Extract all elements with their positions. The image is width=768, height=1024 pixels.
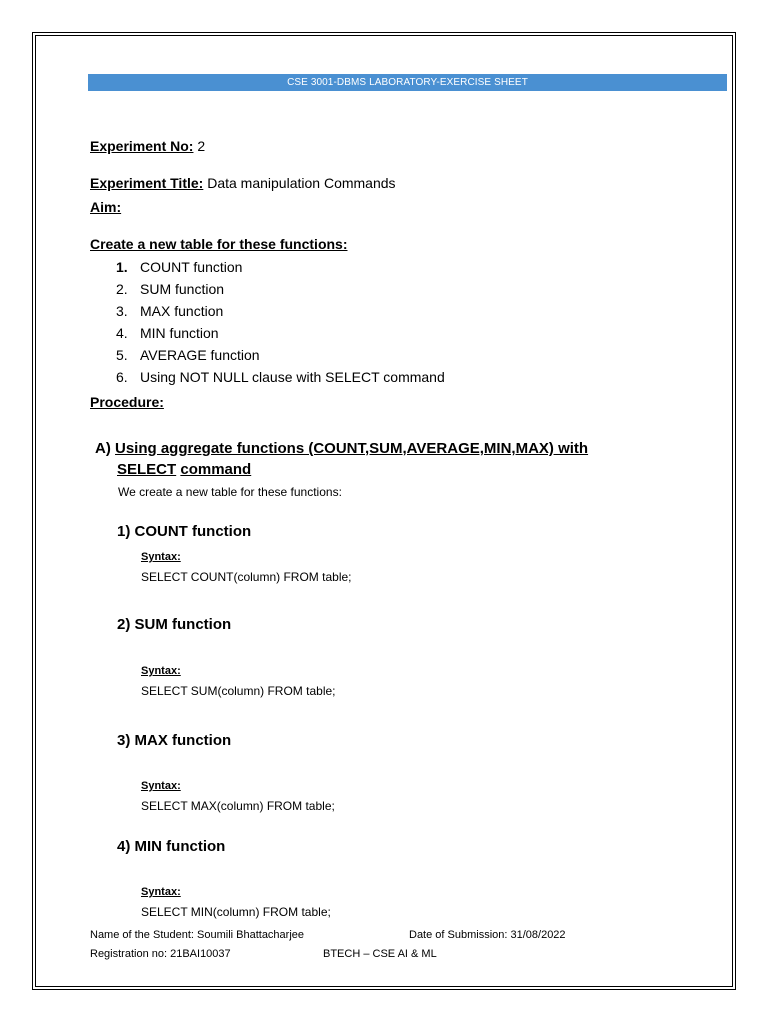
list-item-text: COUNT function [140,259,243,275]
section-a-heading [95,438,588,480]
experiment-title-value: Data manipulation Commands [203,175,396,191]
header-band [88,74,727,91]
syntax-code: SELECT COUNT(column) FROM table; [141,570,352,584]
list-item-text: AVERAGE function [140,347,260,363]
section-a-line1: Using aggregate functions (COUNT,SUM,AVERAGE,MIN,MAX) with [115,440,589,457]
function-title: 4) MIN function [117,838,226,855]
syntax-code: SELECT SUM(column) FROM table; [141,684,336,698]
list-item [116,259,242,275]
header-band-text: CSE 3001-DBMS LABORATORY-EXERCISE SHEET [287,77,528,88]
section-a-select: SELECT [117,461,177,478]
experiment-number [90,138,205,154]
intro-text: We create a new table for these functions: [118,485,342,499]
list-item [116,347,260,363]
section-a-prefix: A) [95,440,115,457]
experiment-number-value: 2 [193,138,206,154]
list-item-number: 1. [116,259,128,275]
list-item-text: Using NOT NULL clause with SELECT command [140,369,445,385]
list-item [116,325,219,341]
submission-date: Date of Submission: 31/08/2022 [409,929,566,941]
list-item-text: MIN function [140,325,219,341]
function-title: 1) COUNT function [117,523,252,540]
syntax-label: Syntax: [141,551,181,563]
experiment-title [90,175,396,191]
list-item [116,303,223,319]
section-a-command: command [180,461,252,478]
list-item [116,281,224,297]
syntax-code: SELECT MIN(column) FROM table; [141,905,331,919]
list-item-number: 2. [116,281,128,297]
list-item-text: MAX function [140,303,224,319]
syntax-label: Syntax: [141,780,181,792]
aim-label: Aim: [90,199,122,215]
list-item-number: 5. [116,347,128,363]
function-title: 3) MAX function [117,732,232,749]
syntax-label: Syntax: [141,665,181,677]
function-title: 2) SUM function [117,616,232,633]
experiment-number-label: Experiment No: [90,138,194,154]
functions-heading: Create a new table for these functions: [90,236,348,252]
list-item [116,369,445,385]
list-item-number: 4. [116,325,128,341]
registration-number: Registration no: 21BAI10037 [90,948,231,960]
list-item-text: SUM function [140,281,225,297]
syntax-label: Syntax: [141,886,181,898]
program-name: BTECH – CSE AI & ML [323,948,437,960]
student-name: Name of the Student: Soumili Bhattacharjee [90,929,305,941]
list-item-number: 6. [116,369,128,385]
list-item-number: 3. [116,303,128,319]
syntax-code: SELECT MAX(column) FROM table; [141,799,335,813]
experiment-title-label: Experiment Title: [90,175,204,191]
procedure-label: Procedure: [90,394,164,410]
